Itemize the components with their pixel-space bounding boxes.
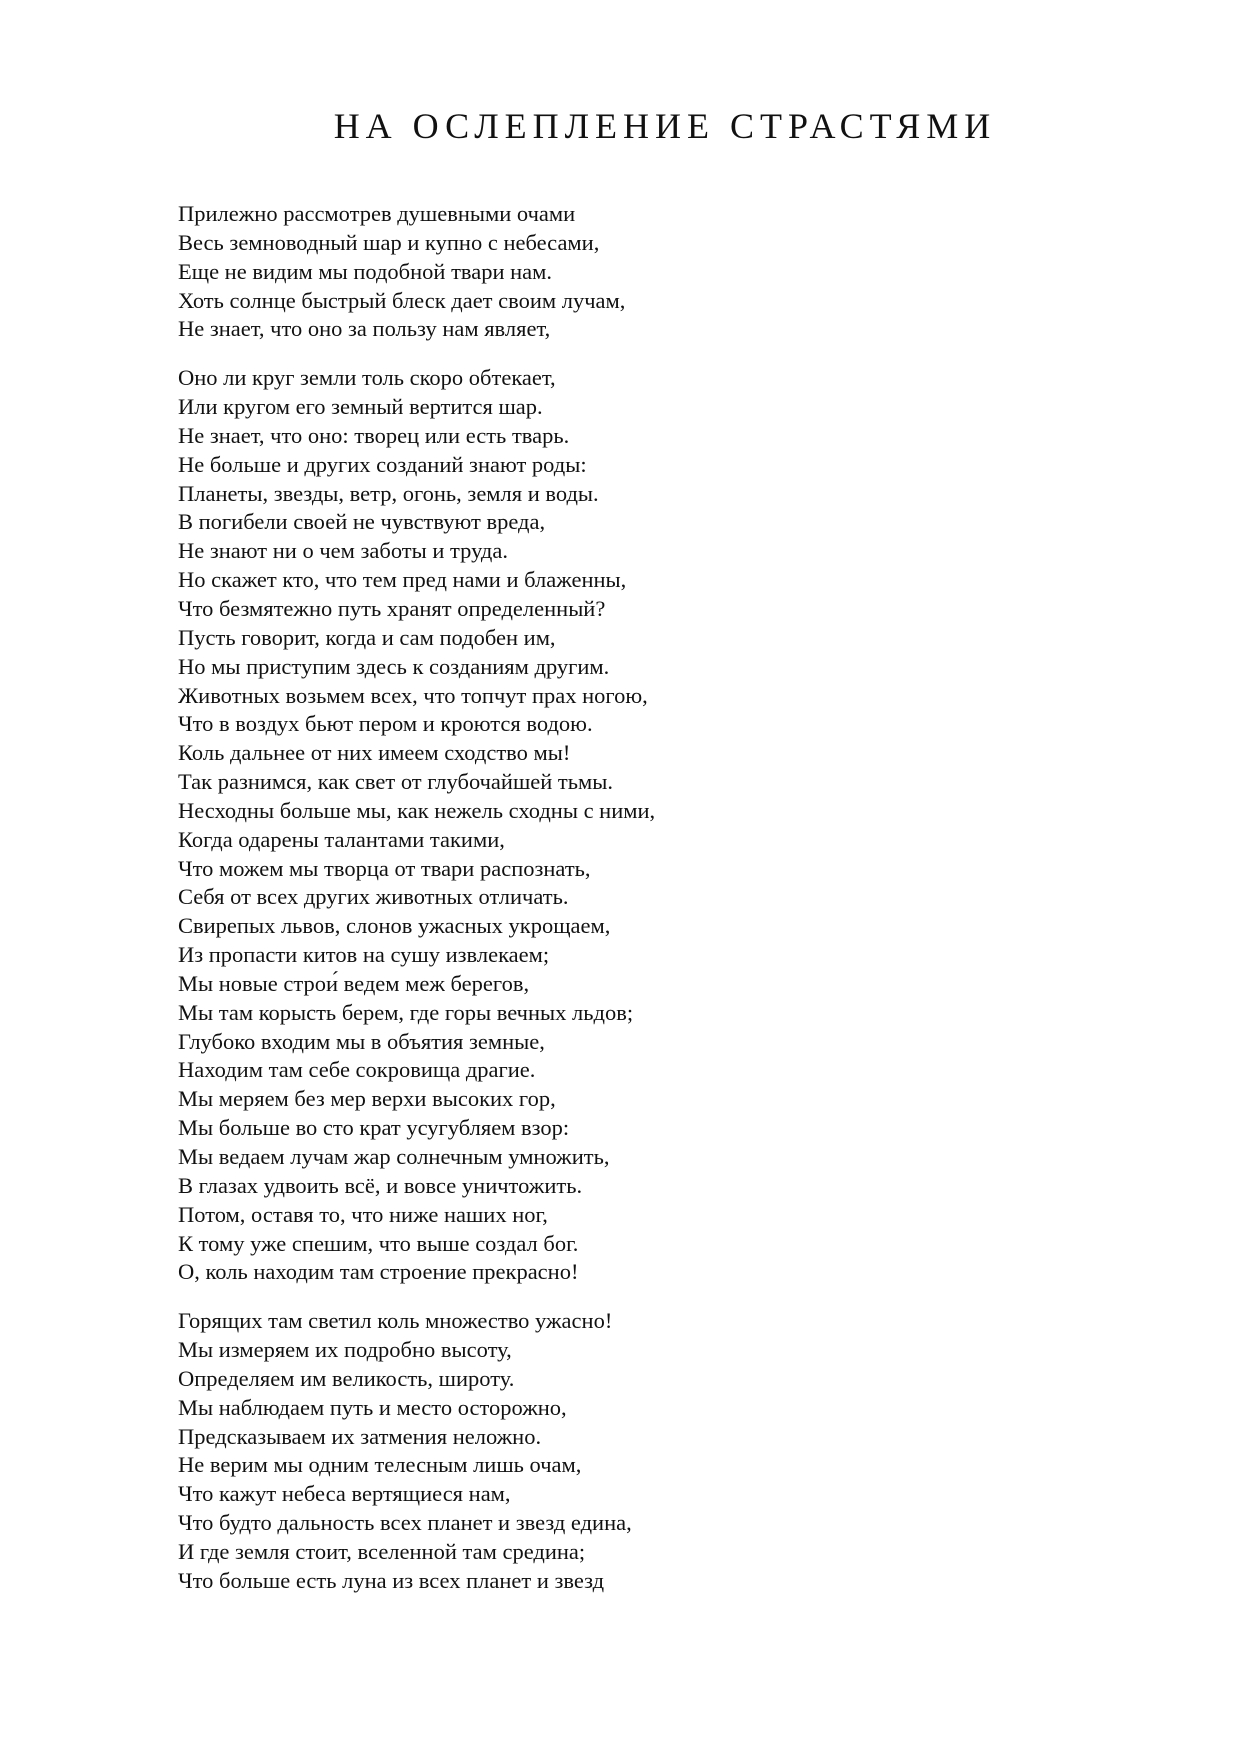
poem-line: Или кругом его земный вертится шар. [178, 394, 543, 420]
poem-line: Мы больше во сто крат усугубляем взор: [178, 1115, 570, 1141]
poem-line: Мы новые строи́ ведем меж берегов, [178, 970, 530, 996]
poem-line: Но скажет кто, что тем пред нами и блаженны, [178, 567, 627, 593]
poem-line: Что в воздух бьют пером и кроются водою. [178, 711, 593, 737]
poem-line: Себя от всех других животных отличать. [178, 884, 569, 910]
poem-line: Предсказываем их затмения неложно. [178, 1423, 542, 1449]
poem-line: Так разнимся, как свет от глубочайшей тьмы. [178, 769, 614, 795]
poem-line: Что кажут небеса вертящиеся нам, [178, 1481, 511, 1507]
poem-line: В погибели своей не чувствуют вреда, [178, 509, 546, 535]
poem-line: Что больше есть луна из всех планет и звезд [178, 1567, 605, 1593]
poem-line: Что безмятежно путь хранят определенный? [178, 595, 606, 621]
poem-line: Потом, оставя то, что ниже наших ног, [178, 1201, 548, 1227]
poem-line: Несходны больше мы, как нежель сходны с ними, [178, 797, 656, 823]
poem-line: Хоть солнце быстрый блеск дает своим лучам, [178, 287, 626, 313]
poem-line: Не знают ни о чем заботы и труда. [178, 538, 508, 564]
poem-line: Еще не видим мы подобной твари нам. [178, 258, 553, 284]
poem-line: Животных возьмем всех, что топчут прах ногою, [178, 682, 648, 708]
poem-line: Глубоко входим мы в объятия земные, [178, 1028, 545, 1054]
poem-line: Планеты, звезды, ветр, огонь, земля и воды. [178, 480, 599, 506]
poem-line: И где земля стоит, вселенной там средина; [178, 1538, 586, 1564]
poem-line: Пусть говорит, когда и сам подобен им, [178, 624, 556, 650]
poem-body [178, 200, 1178, 1596]
poem-line: К тому уже спешим, что выше создал бог. [178, 1230, 579, 1256]
poem-line: О, коль находим там строение прекрасно! [178, 1259, 579, 1285]
stanza-3 [178, 1307, 1178, 1595]
stanza-1 [178, 200, 1178, 344]
poem-line: Что будто дальность всех планет и звезд едина, [178, 1510, 632, 1536]
poem-line: Мы наблюдаем путь и место осторожно, [178, 1394, 567, 1420]
poem-line: Мы там корысть берем, где горы вечных льдов; [178, 999, 634, 1025]
poem-line: Из пропасти китов на сушу извлекаем; [178, 942, 550, 968]
poem-line: Весь земноводный шар и купно с небесами, [178, 229, 600, 255]
poem-line: Определяем им великость, широту. [178, 1365, 515, 1391]
poem-line: Мы измеряем их подробно высоту, [178, 1337, 512, 1363]
poem-line: Но мы приступим здесь к созданиям другим. [178, 653, 610, 679]
poem-line: Свирепых львов, слонов ужасных укрощаем, [178, 913, 611, 939]
poem-line: Не знает, что оно: творец или есть тварь. [178, 422, 570, 448]
page-title: НА ОСЛЕПЛЕНИЕ СТРАСТЯМИ [333, 106, 997, 146]
poem-line: Когда одарены талантами такими, [178, 826, 505, 852]
poem-line: Что можем мы творца от твари распознать, [178, 855, 591, 881]
poem-line: Оно ли круг земли толь скоро обтекает, [178, 365, 556, 391]
poem-line: Коль дальнее от них имеем сходство мы! [178, 740, 571, 766]
poem-line: Не больше и других созданий знают роды: [178, 451, 587, 477]
poem-line: В глазах удвоить всё, и вовсе уничтожить. [178, 1172, 583, 1198]
poem-line: Горящих там светил коль множество ужасно! [178, 1308, 613, 1334]
poem-line: Не верим мы одним телесным лишь очам, [178, 1452, 582, 1478]
stanza-2 [178, 364, 1178, 1287]
poem-line: Прилежно рассмотрев душевными очами [178, 201, 576, 226]
poem-line: Мы ведаем лучам жар солнечным умножить, [178, 1144, 610, 1169]
poem-line: Не знает, что оно за пользу нам являет, [178, 316, 551, 342]
poem-line: Находим там себе сокровища драгие. [178, 1057, 536, 1083]
poem-line: Мы меряем без мер верхи высоких гор, [178, 1086, 556, 1112]
